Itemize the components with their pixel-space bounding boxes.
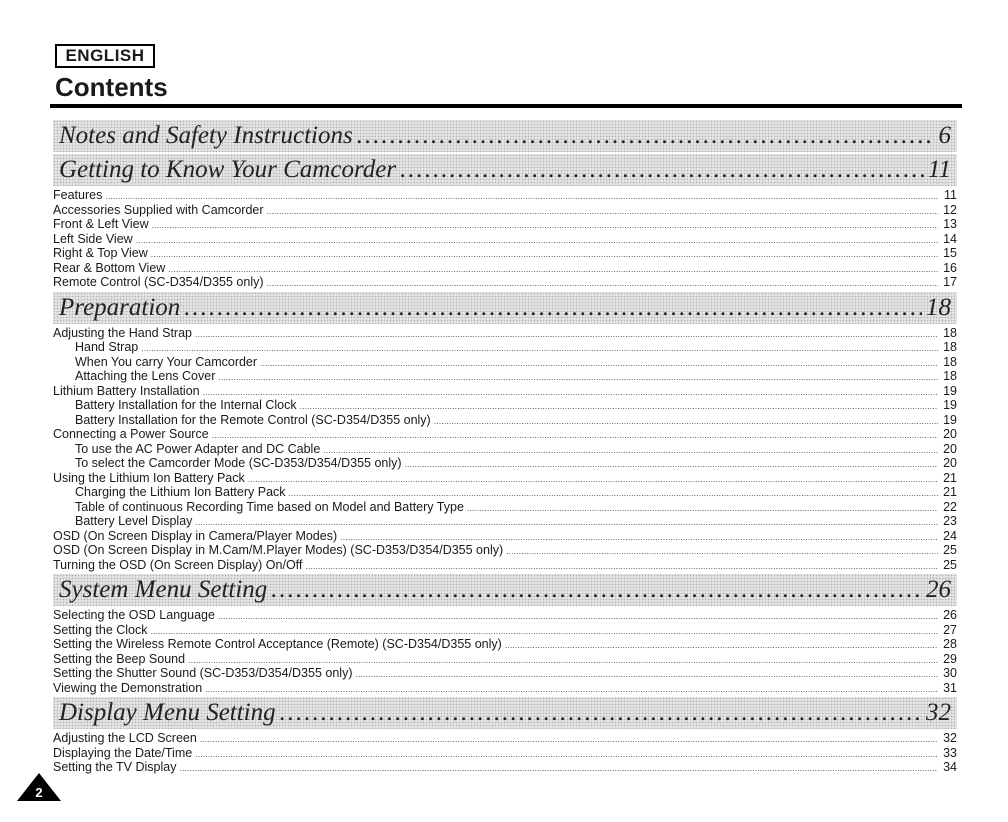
page-number: 2	[35, 785, 43, 800]
entry-page-number: 28	[943, 637, 957, 651]
entry-label: Front & Left View	[53, 217, 149, 231]
entry-label: Adjusting the LCD Screen	[53, 731, 197, 745]
page-title: Contents	[55, 72, 168, 102]
dot-leader	[305, 559, 938, 574]
entry-label: Charging the Lithium Ion Battery Pack	[75, 485, 286, 499]
dot-leader	[184, 292, 922, 324]
entry-page-number: 22	[943, 499, 957, 514]
dot-leader	[260, 356, 938, 371]
entry-page-number: 18	[943, 325, 957, 340]
entry-page-number: 18	[943, 340, 957, 354]
entry-page-number: 32	[943, 731, 957, 745]
section-title: Getting to Know Your Camcorder	[59, 156, 397, 183]
toc-entry[interactable]	[53, 261, 957, 276]
dot-leader	[506, 544, 938, 559]
entry-page-number: 23	[943, 514, 957, 528]
dot-leader	[200, 732, 938, 747]
entry-page-number: 17	[943, 275, 957, 289]
entry-label: Features	[53, 188, 103, 202]
section-title: Preparation	[59, 293, 181, 321]
toc-subentry[interactable]	[53, 456, 957, 471]
toc-subentry[interactable]	[53, 369, 957, 384]
toc-subentry[interactable]	[53, 398, 957, 413]
toc-entry[interactable]	[53, 217, 957, 232]
dot-leader	[271, 574, 922, 606]
entry-page-number: 21	[943, 485, 957, 499]
entry-page-number: 25	[943, 557, 957, 572]
entry-label: Setting the Wireless Remote Control Acceptance (Remote) (SC-D354/D355 only)	[53, 637, 502, 651]
dot-leader	[405, 457, 938, 472]
toc-subentry[interactable]	[53, 500, 957, 515]
entry-page-number: 13	[943, 217, 957, 231]
entry-label: OSD (On Screen Display in Camera/Player Modes)	[53, 528, 338, 543]
dot-leader	[151, 624, 939, 639]
toc-entry[interactable]	[53, 558, 957, 573]
entry-label: Rear & Bottom View	[53, 260, 166, 275]
dot-leader	[505, 638, 938, 653]
dot-leader	[212, 428, 938, 443]
entry-label: Viewing the Demonstration	[53, 680, 203, 695]
entry-page-number: 18	[943, 369, 957, 383]
toc-subentry[interactable]	[53, 485, 957, 500]
section-title: Notes and Safety Instructions	[59, 122, 353, 149]
entry-label: To select the Camcorder Mode (SC-D353/D354/D355 only)	[75, 456, 402, 470]
entry-page-number: 21	[943, 470, 957, 485]
entry-page-number: 18	[943, 354, 957, 369]
entry-label: Right & Top View	[53, 246, 148, 260]
entry-label: To use the AC Power Adapter and DC Cable	[75, 441, 321, 456]
toc-entry[interactable]	[53, 384, 957, 399]
dot-leader	[267, 276, 938, 291]
entry-label: Hand Strap	[75, 340, 139, 354]
section-page-number: 26	[926, 576, 951, 603]
entry-page-number: 11	[944, 188, 957, 202]
toc-section-heading[interactable]	[53, 292, 957, 324]
toc-entry[interactable]	[53, 326, 957, 341]
language-badge: ENGLISH	[55, 44, 155, 68]
toc-entry[interactable]	[53, 760, 957, 775]
toc-entry[interactable]	[53, 746, 957, 761]
entry-label: Selecting the OSD Language	[53, 608, 215, 622]
entry-page-number: 16	[943, 260, 957, 275]
toc-entry[interactable]	[53, 623, 957, 638]
entry-page-number: 15	[943, 246, 957, 260]
entry-page-number: 19	[943, 398, 957, 412]
section-title: System Menu Setting	[59, 576, 268, 603]
toc-section-heading[interactable]	[53, 120, 957, 152]
entry-page-number: 31	[943, 680, 957, 695]
dot-leader	[205, 682, 938, 697]
section-page-number: 32	[926, 699, 951, 726]
dot-leader	[151, 247, 938, 262]
dot-leader	[195, 327, 938, 342]
entry-label: Setting the Shutter Sound (SC-D353/D354/D355 only)	[53, 666, 353, 680]
toc-entry[interactable]	[53, 203, 957, 218]
dot-leader	[357, 120, 935, 152]
toc-entry[interactable]	[53, 652, 957, 667]
entry-label: Battery Installation for the Internal Clock	[75, 398, 297, 412]
toc-entry[interactable]	[53, 246, 957, 261]
toc-entry[interactable]	[53, 543, 957, 558]
dot-leader	[323, 443, 938, 458]
entry-label: Battery Installation for the Remote Control (SC-D354/D355 only)	[75, 412, 431, 427]
dot-leader	[218, 370, 938, 385]
entry-label: Setting the TV Display	[53, 760, 177, 774]
entry-page-number: 20	[943, 456, 957, 470]
entry-label: Attaching the Lens Cover	[75, 369, 216, 383]
toc-section-heading[interactable]	[53, 574, 957, 606]
toc-entry[interactable]	[53, 637, 957, 652]
toc-entry[interactable]	[53, 681, 957, 696]
dot-leader	[195, 747, 938, 762]
entry-label: Adjusting the Hand Strap	[53, 325, 192, 340]
entry-page-number: 20	[943, 427, 957, 441]
page-number-triangle-icon	[16, 772, 62, 802]
toc-subentry[interactable]	[53, 442, 957, 457]
dot-leader	[218, 609, 938, 624]
entry-label: Connecting a Power Source	[53, 427, 209, 441]
entry-page-number: 25	[943, 543, 957, 557]
section-page-number: 11	[927, 156, 951, 183]
entry-label: Remote Control (SC-D354/D355 only)	[53, 275, 264, 289]
dot-leader	[195, 515, 938, 530]
entry-page-number: 14	[943, 231, 957, 246]
table-of-contents	[53, 118, 957, 775]
dot-leader	[400, 154, 924, 186]
dot-leader	[467, 501, 938, 516]
dot-leader	[152, 218, 938, 233]
section-page-number: 18	[926, 293, 951, 321]
title-rule	[50, 104, 962, 108]
entry-label: Left Side View	[53, 231, 133, 246]
dot-leader	[300, 399, 938, 414]
dot-leader	[289, 486, 938, 501]
toc-subentry[interactable]	[53, 355, 957, 370]
entry-page-number: 27	[943, 622, 957, 637]
entry-label: Battery Level Display	[75, 514, 193, 528]
dot-leader	[105, 189, 938, 204]
toc-entry[interactable]	[53, 471, 957, 486]
dot-leader	[203, 385, 938, 400]
entry-page-number: 34	[943, 760, 957, 774]
entry-label: Setting the Beep Sound	[53, 651, 186, 666]
toc-entry[interactable]	[53, 608, 957, 623]
dot-leader	[248, 472, 938, 487]
entry-page-number: 30	[943, 666, 957, 680]
toc-entry[interactable]	[53, 188, 957, 203]
dot-leader	[280, 697, 922, 729]
dot-leader	[168, 262, 938, 277]
toc-section-heading[interactable]	[53, 697, 957, 729]
entry-page-number: 12	[943, 202, 957, 217]
entry-label: Setting the Clock	[53, 622, 148, 637]
entry-label: Table of continuous Recording Time based on Model and Battery Type	[75, 499, 464, 514]
dot-leader	[179, 761, 938, 776]
entry-label: Turning the OSD (On Screen Display) On/Off	[53, 557, 303, 572]
dot-leader	[141, 341, 938, 356]
entry-label: Accessories Supplied with Camcorder	[53, 202, 264, 217]
entry-page-number: 19	[943, 412, 957, 427]
dot-leader	[340, 530, 938, 545]
entry-label: Using the Lithium Ion Battery Pack	[53, 470, 245, 485]
entry-page-number: 20	[943, 441, 957, 456]
dot-leader	[434, 414, 938, 429]
entry-label: Displaying the Date/Time	[53, 745, 193, 760]
toc-entry[interactable]	[53, 529, 957, 544]
toc-subentry[interactable]	[53, 340, 957, 355]
toc-entry[interactable]	[53, 275, 957, 290]
entry-page-number: 33	[943, 745, 957, 760]
toc-subentry[interactable]	[53, 413, 957, 428]
section-title: Display Menu Setting	[59, 699, 276, 726]
toc-subentry[interactable]	[53, 514, 957, 529]
entry-label: OSD (On Screen Display in M.Cam/M.Player Modes) (SC-D353/D354/D355 only)	[53, 543, 504, 557]
toc-entry[interactable]	[53, 232, 957, 247]
toc-entry[interactable]	[53, 427, 957, 442]
toc-section-heading[interactable]	[53, 154, 957, 186]
dot-leader	[188, 653, 938, 668]
section-page-number: 6	[938, 122, 951, 149]
dot-leader	[136, 233, 938, 248]
entry-page-number: 26	[943, 608, 957, 622]
dot-leader	[267, 204, 938, 219]
entry-page-number: 24	[943, 528, 957, 543]
entry-label: When You carry Your Camcorder	[75, 354, 258, 369]
toc-entry[interactable]	[53, 731, 957, 746]
entry-page-number: 29	[943, 651, 957, 666]
toc-entry[interactable]	[53, 666, 957, 681]
dot-leader	[355, 667, 938, 682]
entry-page-number: 19	[943, 383, 957, 398]
entry-label: Lithium Battery Installation	[53, 383, 200, 398]
